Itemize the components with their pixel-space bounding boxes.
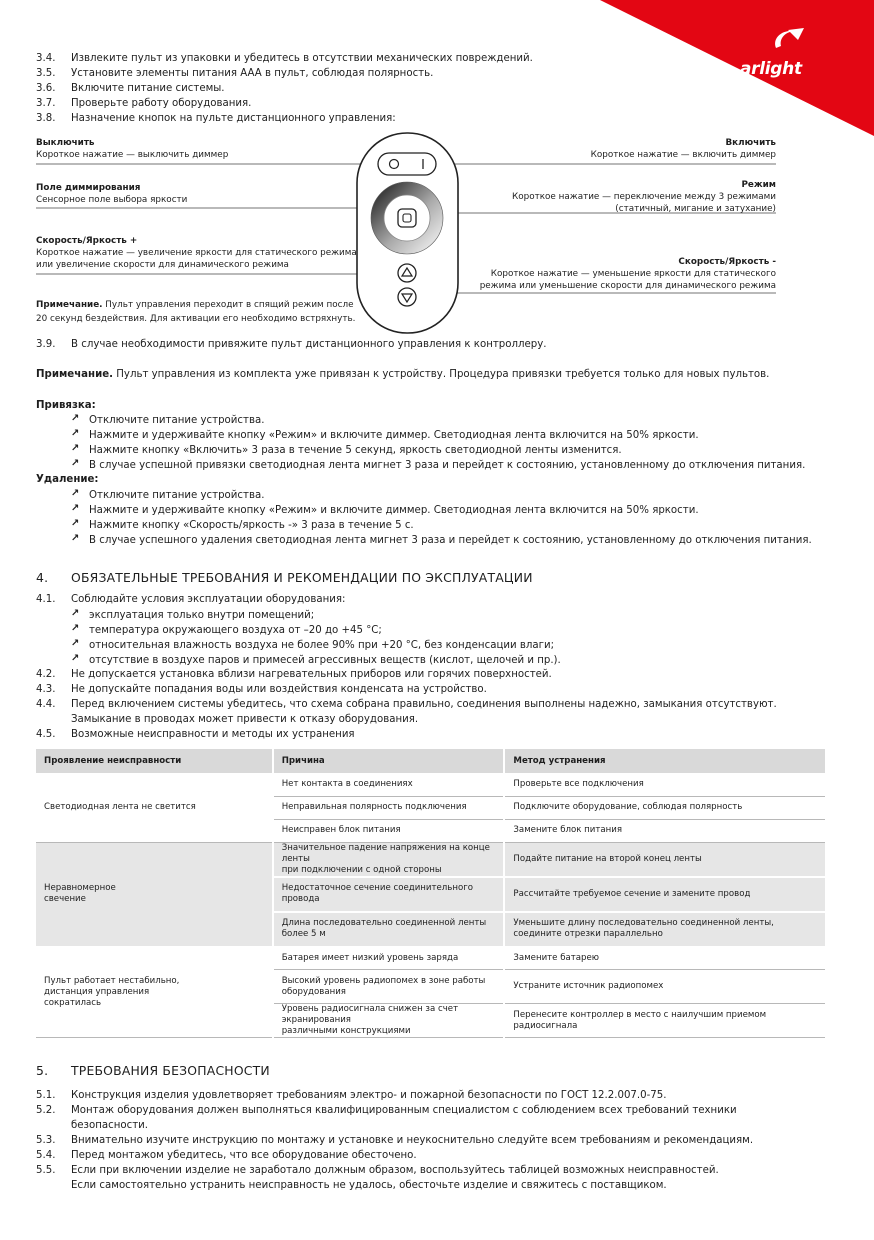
table-header: Метод устранения — [504, 749, 826, 773]
table-header-row — [36, 749, 826, 773]
arrow-bullet-icon: ↗ — [71, 428, 80, 439]
cause-cell: Батарея имеет низкий уровень заряда — [273, 947, 505, 970]
item-num: 5.3. — [36, 1135, 56, 1146]
item-text: Перед включением системы убедитесь, что схема собрана правильно, соединения выполнены надежно, замыкания отсутствуют. — [71, 699, 777, 710]
table-row — [36, 842, 826, 877]
arrow-bullet-icon: ↗ — [71, 443, 80, 454]
section-4-title: ОБЯЗАТЕЛЬНЫЕ ТРЕБОВАНИЯ И РЕКОМЕНДАЦИИ ПО ЭКСПЛУАТАЦИИ — [71, 570, 533, 585]
problem-cell — [36, 947, 273, 1038]
section-5-num: 5. — [36, 1063, 49, 1078]
table-row — [36, 773, 826, 796]
list-item: Нажмите кнопку «Включить» 3 раза в течение 5 секунд, яркость светодиодной ленты изменится. — [89, 445, 622, 456]
fix-line: Перенесите контроллер в место с наилучшим приемом — [513, 1009, 767, 1020]
item-text: В случае необходимости привяжите пульт дистанционного управления к контроллеру. — [71, 339, 547, 350]
label-on-title: Включить — [725, 138, 776, 148]
cause-line: Уровень радиосигнала снижен за счет экранирования — [281, 1004, 459, 1025]
item-num: 3.9. — [36, 339, 56, 350]
list-item: отсутствие в воздухе паров и примесей агрессивных веществ (кислот, щелочей и пр.). — [89, 655, 561, 666]
label-dimfield-title: Поле диммирования — [36, 183, 141, 193]
fix-cell: Подключите оборудование, соблюдая полярность — [504, 796, 826, 819]
problem-line: свечение — [44, 894, 86, 904]
arrow-bullet-icon: ↗ — [71, 623, 80, 634]
label-dimfield-desc: Сенсорное поле выбора яркости — [36, 195, 188, 205]
item-num: 4.3. — [36, 684, 56, 695]
logo-swoosh-icon — [768, 26, 808, 54]
arrow-bullet-icon: ↗ — [71, 608, 80, 619]
arrow-bullet-icon: ↗ — [71, 533, 80, 544]
note-binding — [36, 368, 769, 382]
list-item: В случае успешной привязки светодиодная лента мигнет 3 раза и перейдет к состоянию, установленному до отключения питания. — [89, 460, 806, 471]
label-speedminus-desc: Короткое нажатие — уменьшение яркости для статического — [490, 269, 776, 279]
label-speedplus-desc: или увеличение скорости для динамического режима — [36, 260, 289, 270]
item-num: 3.4. — [36, 53, 56, 64]
label-mode-title: Режим — [741, 180, 776, 190]
note-text: Пульт управления из комплекта уже привязан к устройству. Процедура привязки требуется только для новых пультов. — [113, 369, 770, 380]
label-speedminus-title: Скорость/Яркость - — [678, 257, 776, 267]
item-num: 5.2. — [36, 1105, 56, 1116]
label-speedplus-title: Скорость/Яркость + — [36, 236, 138, 246]
label-off-desc: Короткое нажатие — выключить диммер — [36, 150, 229, 160]
cause-cell: Неправильная полярность подключения — [273, 796, 505, 819]
table-header: Проявление неисправности — [36, 749, 273, 773]
label-mode-desc: (статичный, мигание и затухание) — [615, 204, 776, 214]
cause-cell — [273, 1004, 505, 1038]
fix-line: Уменьшите длину последовательно соединенной ленты, — [513, 918, 774, 928]
item-num: 4.2. — [36, 669, 56, 680]
item-text: Проверьте работу оборудования. — [71, 98, 252, 109]
item-text: Если при включении изделие не заработало должным образом, воспользуйтесь таблицей возможных неисправностей. — [71, 1165, 719, 1176]
arrow-bullet-icon: ↗ — [71, 413, 80, 424]
arrow-bullet-icon: ↗ — [71, 518, 80, 529]
fix-line: соедините отрезки параллельно — [513, 929, 663, 939]
fix-cell: Подайте питание на второй конец ленты — [504, 842, 826, 877]
fix-cell: Рассчитайте требуемое сечение и замените провод — [504, 877, 826, 912]
label-on-desc: Короткое нажатие — включить диммер — [590, 150, 776, 160]
item-num: 3.6. — [36, 83, 56, 94]
arrow-bullet-icon: ↗ — [71, 458, 80, 469]
item-num: 4.1. — [36, 594, 56, 605]
item-num: 3.5. — [36, 68, 56, 79]
removal-title: Удаление: — [36, 474, 99, 485]
list-item: температура окружающего воздуха от –20 до +45 °C; — [89, 625, 382, 636]
binding-title: Привязка: — [36, 400, 96, 411]
section-5-title: ТРЕБОВАНИЯ БЕЗОПАСНОСТИ — [71, 1063, 270, 1078]
item-num: 4.4. — [36, 699, 56, 710]
logo-text: arlight — [740, 59, 802, 79]
arrow-bullet-icon: ↗ — [71, 653, 80, 664]
item-text: Монтаж оборудования должен выполняться квалифицированным специалистом с соблюдением всех требований техники — [71, 1105, 737, 1116]
list-item: относительная влажность воздуха не более 90% при +20 °C, без конденсации влаги; — [89, 640, 555, 651]
problem-line: дистанция управления — [44, 986, 150, 997]
label-speedminus-desc: режима или уменьшение скорости для динамического режима — [479, 281, 776, 291]
list-item: Отключите питание устройства. — [89, 415, 265, 426]
problem-cell — [36, 842, 273, 947]
list-item: Нажмите кнопку «Скорость/яркость -» 3 раза в течение 5 с. — [89, 520, 414, 531]
item-text-cont: Если самостоятельно устранить неисправность не удалось, обесточьте изделие и свяжитесь с поставщиком. — [71, 1180, 667, 1191]
cause-cell: Недостаточное сечение соединительного провода — [273, 877, 505, 912]
item-text: Конструкция изделия удовлетворяет требованиям электро- и пожарной безопасности по ГОСТ 12.2.007.0-75. — [71, 1090, 667, 1101]
cause-cell: Нет контакта в соединениях — [273, 773, 505, 796]
item-text: Извлеките пульт из упаковки и убедитесь в отсутствии механических повреждений. — [71, 53, 533, 64]
note-label: Примечание. — [36, 300, 103, 310]
arrow-bullet-icon: ↗ — [71, 503, 80, 514]
fix-cell: Замените блок питания — [504, 819, 826, 842]
list-item: Нажмите и удерживайте кнопку «Режим» и включите диммер. Светодиодная лента включится на 50% яркости. — [89, 505, 699, 516]
item-num: 3.7. — [36, 98, 56, 109]
item-num: 4.5. — [36, 729, 56, 740]
problem-line: сократилась — [44, 997, 102, 1008]
item-num: 3.8. — [36, 113, 56, 124]
note-label: Примечание. — [36, 369, 114, 380]
troubleshooting-table — [36, 749, 827, 1038]
logo — [738, 26, 838, 86]
problem-cell: Светодиодная лента не светится — [36, 773, 273, 842]
remote-note — [36, 300, 354, 312]
cause-cell: Высокий уровень радиопомех в зоне работы оборудования — [273, 970, 505, 1004]
item-text-cont: Замыкание в проводах может привести к отказу оборудования. — [71, 714, 419, 725]
item-text: Возможные неисправности и методы их устранения — [71, 729, 355, 740]
item-text: Перед монтажом убедитесь, что все оборудование обесточено. — [71, 1150, 417, 1161]
item-text: Внимательно изучите инструкцию по монтажу и установке и неукоснительно следуйте всем требованиям и рекомендациям. — [71, 1135, 754, 1146]
list-item: Отключите питание устройства. — [89, 490, 265, 501]
corner-brand — [600, 0, 874, 140]
label-off-title: Выключить — [36, 138, 95, 148]
list-item: Нажмите и удерживайте кнопку «Режим» и включите диммер. Светодиодная лента включится на 50% яркости. — [89, 430, 699, 441]
list-item: эксплуатация только внутри помещений; — [89, 610, 315, 621]
note-text: Пульт управления переходит в спящий режим после — [102, 300, 354, 310]
item-text: Назначение кнопок на пульте дистанционного управления: — [71, 113, 396, 124]
fix-cell — [504, 1004, 826, 1038]
fix-line: радиосигнала — [513, 1020, 578, 1031]
cause-cell — [273, 842, 505, 877]
item-num: 5.5. — [36, 1165, 56, 1176]
arrow-bullet-icon: ↗ — [71, 488, 80, 499]
table-row — [36, 947, 826, 970]
fix-cell: Замените батарею — [504, 947, 826, 970]
item-text-cont: безопасности. — [71, 1120, 148, 1131]
cause-cell: Неисправен блок питания — [273, 819, 505, 842]
item-text: Не допускается установка вблизи нагревательных приборов или горячих поверхностей. — [71, 669, 552, 680]
label-mode-desc: Короткое нажатие — переключение между 3 режимами — [512, 192, 776, 202]
cause-line: Значительное падение напряжения на конце ленты — [281, 842, 490, 864]
label-speedplus-desc: Короткое нажатие — увеличение яркости для статического режима — [36, 248, 357, 258]
problem-line: Неравномерное — [44, 883, 116, 893]
cause-line: при подключении с одной стороны — [281, 864, 442, 875]
fix-cell — [504, 912, 826, 947]
table-header: Причина — [273, 749, 505, 773]
item-text: Установите элементы питания AAA в пульт, соблюдая полярность. — [71, 68, 434, 79]
item-num: 5.4. — [36, 1150, 56, 1161]
list-item: В случае успешного удаления светодиодная лента мигнет 3 раза и перейдет к состоянию, установленному до отключения питания. — [89, 535, 812, 546]
item-text: Не допускайте попадания воды или воздействия конденсата на устройство. — [71, 684, 487, 695]
problem-line: Пульт работает нестабильно, — [44, 975, 180, 986]
item-text: Включите питание системы. — [71, 83, 225, 94]
remote-note-line2: 20 секунд бездействия. Для активации его необходимо встряхнуть. — [36, 314, 356, 324]
section-4-num: 4. — [36, 570, 49, 585]
fix-cell: Устраните источник радиопомех — [504, 970, 826, 1004]
cause-line: различными конструкциями — [281, 1026, 411, 1036]
arrow-bullet-icon: ↗ — [71, 638, 80, 649]
cause-cell: Длина последовательно соединенной ленты более 5 м — [273, 912, 505, 947]
item-text: Соблюдайте условия эксплуатации оборудования: — [71, 594, 346, 605]
fix-cell: Проверьте все подключения — [504, 773, 826, 796]
item-num: 5.1. — [36, 1090, 56, 1101]
